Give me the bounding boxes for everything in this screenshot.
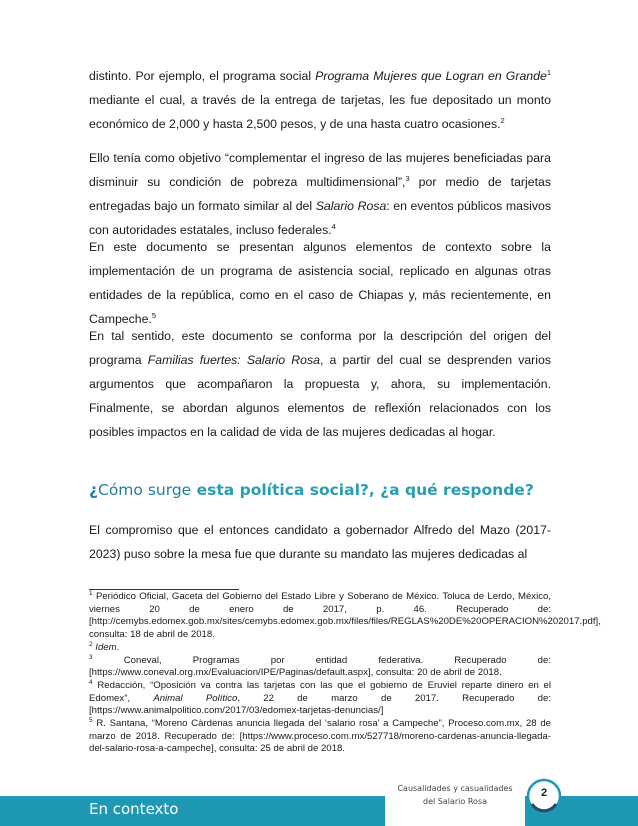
footnote-ref: 3 [405,173,410,183]
body-paragraph-4 [89,324,551,444]
footnote-2 [89,642,551,655]
footer-title: En contexto [89,800,179,818]
section-heading-emphasis: Cómo surge [98,481,192,499]
text-run: , a partir del cual se desprenden varios argumentos que acompañaron la propuesta y, ahora, su implementación. Finalmente, se abordan algunos elementos de reflexión relacionados con los posibles impactos en la calidad de vida de las mujeres dedicadas al hogar. [89,353,552,439]
text-run: . [116,641,120,653]
text-run: : en eventos públicos masivos con autoridades estatales, incluso federales. [89,199,551,237]
footnote-ref: 5 [151,310,157,320]
body-paragraph-3 [89,235,551,331]
page-number-badge [526,778,562,814]
footnote-number: 1 [89,589,93,597]
footnote-1 [89,589,601,642]
footnote-number: 5 [89,716,93,724]
text-run: , 22 de marzo de 2017. Recuperado de: [https://www.animalpolitico.com/2017/03/edomex-tarjetas-denuncias/] [89,692,551,717]
section-heading-rest: esta política social?, ¿a qué responde? [191,481,534,499]
italic-text: Animal Político [153,692,238,704]
italic-text: Idem [95,641,117,653]
text-run: Redacción, “Oposición va contra las tarjetas con las que el gobierno de Eruviel reparte dinero en el Edomex”, [89,679,551,704]
section-paragraph: El compromiso que el entonces candidato a gobernador Alfredo del Mazo (2017-2023) puso sobre la mesa fue que durante su mandato las mujeres dedicadas al [89,523,551,561]
text-run: Ello tenía como objetivo “complementar el ingreso de las mujeres beneficiadas para disminuir su condición de pobreza multidimensional”, [89,151,551,189]
footnote-ref: 1 [546,67,551,77]
footnote-5 [89,718,551,756]
footnote-number: 4 [89,678,93,686]
italic-text: Salario Rosa [315,199,387,213]
body-paragraph-2 [89,146,551,242]
footnotes [89,589,601,756]
text-run: En este documento se presentan algunos elementos de contexto sobre la implementación de un programa de asistencia social, replicado en algunas otras entidades de la república, como en el caso de Chiapas y, más recientemente, en Campeche. [89,240,551,326]
text-run: Coneval, Programas por entidad federativa. Recuperado de: [https://www.coneval.org.mx/Evaluacion/IPE/Paginas/default.aspx], consulta: 20 de abril de 2018. [89,654,551,679]
footer-subtitle-line1: Causalidades y casualidades [397,784,513,793]
text-run: distinto. Por ejemplo, el programa social [89,69,316,83]
footnote-3 [89,655,551,680]
text-run: por medio de tarjetas entregadas bajo un formato similar al del [89,175,551,213]
text-run: Periódico Oficial, Gaceta del Gobierno del Estado Libre y Soberano de México. Toluca de Lerdo, México, viernes 20 de enero de 2017, p. 46. Recuperado de: [http://cemybs.edomex.gob.mx/sites/cemybs.edomex.gob.mx/files/files/REGLAS%20DE%20OPERACION%202017.pdf], consulta: 18 de abril de 2018. [89,591,601,641]
text-run: mediante el cual, a través de la entrega de tarjetas, les fue depositado un monto económico de 2,000 y hasta 2,500 pesos, y de una hasta cuatro ocasiones. [89,93,551,131]
footer-subtitle [385,778,525,826]
footnote-number: 2 [89,640,93,648]
body-paragraph-1 [89,64,551,136]
footnote-divider [89,589,239,590]
page-number: 2 [540,787,548,799]
footnote-ref: 4 [331,221,336,231]
footnote-4 [89,680,551,718]
section-heading [89,481,534,499]
italic-text: Programa Mujeres que Logran en Grande [315,69,547,83]
section-heading-open: ¿ [89,481,98,499]
text-run: En tal sentido, este documento se conforma por la descripción del origen del programa [89,329,551,367]
text-run: R. Santana, “Moreno Càrdenas anuncia llegada del ‘salario rosa’ a Campeche”, Proceso.com.mx, 28 de marzo de 2018. Recuperado de: [https://www.proceso.com.mx/527718/moreno-cardenas-anuncia-llegada-del-salario-rosa-a-campeche], consulta: 25 de abril de 2018. [89,718,551,755]
footnote-number: 3 [89,653,93,661]
footnote-ref: 2 [500,115,505,125]
footer-subtitle-line2: del Salario Rosa [423,797,487,806]
italic-text: Familias fuertes: Salario Rosa [147,353,320,367]
